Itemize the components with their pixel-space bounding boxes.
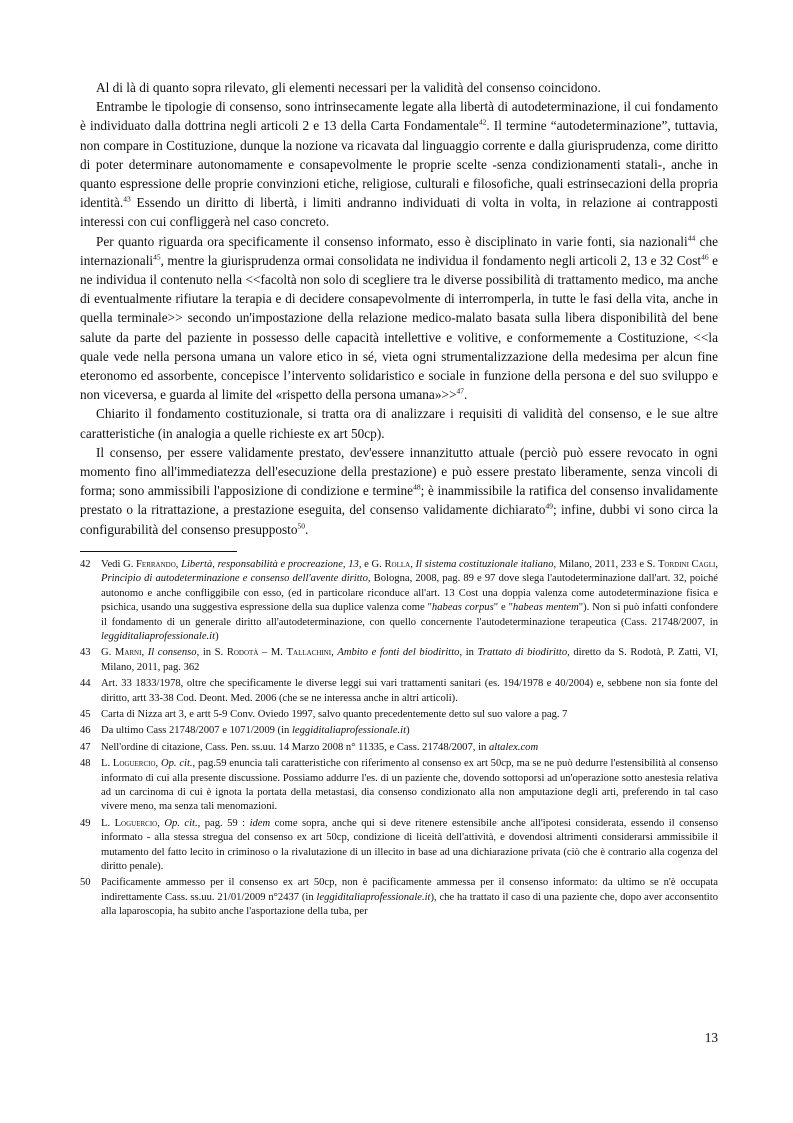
paragraph-2: Entrambe le tipologie di consenso, sono intrinsecamente legate alla libertà di autodeterminazione, il cui fondamento è individuato dalla dottrina negli articoli 2 e 13 della Carta Fondamentale$^{42}$. Il termine “autodeterminazione”, tuttavia, non compare in Costituzione, dunque la nozione va ricavata dal linguaggio corrente e dalla giurisprudenza, come diritto di poter determinare autonomamente e consapevolmente le proprie scelte -senza condizionamenti statali-, anche in quanto espressione delle proprie convinzioni etiche, religiose, culturali e filosofiche, quali estrinsecazioni della propria identità.$^{43}$ Essendo un diritto di libertà, i limiti andranno individuati di volta in volta, in relazione ai contrapposti interessi con cui confliggerà nel caso concreto.: [80, 99, 718, 230]
footnote-number: 47: [80, 741, 91, 753]
paragraph-1: Al di là di quanto sopra rilevato, gli elementi necessari per la validità del consenso coincidono.: [96, 80, 601, 95]
footnote-44: [80, 677, 718, 706]
page-content: [80, 78, 718, 920]
footnote-ref-49[interactable]: 49: [545, 502, 553, 512]
footnote-45: [80, 708, 718, 722]
page-number: 13: [704, 1030, 718, 1045]
footnote-47: [80, 741, 718, 755]
footnote-number: 42: [80, 558, 91, 570]
source-link[interactable]: leggiditaliaprofessionale.it: [101, 630, 216, 642]
footnote-text: Vedi G. Ferrando, Libertà, responsabilità e procreazione, 13, e G. Rolla, Il sistema costituzionale italiano, Milano, 2011, 233 e S. Tordini Cagli, Principio di autodeterminazione e consenso dell'avente diritto, Bologna, 2008, pag. 89 e 97 dove slega l'autodeterminazione dall'art. 32, poiché autonomo e anche confliggibile con esso, (ed in particolare riconduce all'art. 13 Cost una doppia valenza come autodeterminazione fisica e psichica, usando una suggestiva espressione della sua duplice valenza come "habeas corpus" e "habeas mentem"). Non si può infatti confondere il fondamento di un generale diritto all'autodeterminazione, con quello concernente l'autodeterminazione terapeutica (Cass. 21748/2007, in leggiditaliaprofessionale.it): [101, 558, 719, 642]
paragraph-4: Chiarito il fondamento costituzionale, si tratta ora di analizzare i requisiti di validità del consenso, e le sue altre caratteristiche (in analogia a quelle richieste ex art 50cp).: [80, 406, 718, 441]
footnote-number: 49: [80, 817, 91, 829]
footnote-ref-50[interactable]: 50: [297, 521, 306, 531]
footnote-50: [80, 876, 718, 919]
footnote-ref-45[interactable]: 45: [153, 252, 161, 262]
footnote-ref-43[interactable]: 43: [123, 194, 131, 204]
footnote-ref-48[interactable]: 48: [413, 482, 421, 492]
footnote-text: Pacificamente ammesso per il consenso ex art 50cp, non è pacificamente ammessa per il consenso informato: da ultimo se n'è occupata indirettamente Cass. ss.uu. 21/01/2009 n°2437 (in leggiditaliaprofessionale.it), che ha trattato il caso di una paziente che, dopo aver acconsentito alla laparoscopia, ha subito anche l'asportazione della tuba, per: [101, 877, 718, 918]
footnote-text: Art. 33 1833/1978, oltre che specificamente le diverse leggi sui vari trattamenti sanitari (es. 194/1978 e 40/2004) e, sebbene non sia fonte del diritto, artt 33-38 Cod. Deont. Med. 2006 (che se ne interessa anche in altri articoli).: [101, 678, 718, 704]
footnote-text: L. Loguercio, Op. cit., pag. 59 : idem come sopra, anche qui si deve ritenere estensibile anche all'ipotesi considerata, essendo il consenso informato - alla stessa stregua del consenso ex art 50cp, condizione di liceità dell'attività, e dovendosi altrimenti considerarsi ammissibile il mutamento del fatto lecito in criminoso o la rivalutazione di un illecito in base ad una dichiarazione privata (ciò che è contrario alla cogenza del diritto penale).: [101, 817, 718, 872]
footnote-text: Carta di Nizza art 3, e artt 5-9 Conv. Oviedo 1997, salvo quanto precedentemente detto sul suo valore a pag. 7: [101, 708, 568, 720]
source-link[interactable]: altalex.com: [488, 741, 539, 753]
source-link[interactable]: leggiditaliaprofessionale.it: [291, 725, 407, 737]
footnote-text: Da ultimo Cass 21748/2007 e 1071/2009 (in leggiditaliaprofessionale.it): [101, 725, 410, 737]
footnote-ref-47[interactable]: 47: [456, 386, 464, 396]
paragraph-5: Il consenso, per essere validamente prestato, dev'essere innanzitutto attuale (perciò può essere revocato in ogni momento fino all'immediatezza dell'esecuzione della prestazione) e può essere prestato liberamente, senza vincoli di forma; sono ammissibili l'apposizione di condizione e termine$^{48}$; è inammissibile la ratifica del consenso invalidamente prestato o la ritrattazione, a prestazione eseguita, del consenso validamente dichiarato$^{49}$; infine, dubbi vi sono circa la configurabilità del consenso presupposto$^{50}$.: [80, 444, 718, 537]
footnote-number: 46: [80, 725, 91, 737]
footnote-42: [80, 558, 718, 644]
footnote-number: 44: [80, 678, 91, 690]
footnote-number: 48: [80, 758, 91, 770]
footnote-ref-44[interactable]: 44: [687, 233, 696, 243]
footnote-49: [80, 817, 718, 875]
footnote-text: Nell'ordine di citazione, Cass. Pen. ss.uu. 14 Marzo 2008 n° 11335, e Cass. 21748/2007, in altalex.com: [101, 741, 539, 753]
footnote-ref-42[interactable]: 42: [478, 117, 487, 127]
footnote-text: L. Loguercio, Op. cit., pag.59 enuncia tali caratteristiche con riferimento al consenso ex art 50cp, ma se ne può dedurre l'estensibilità al consenso informato di cui alla presente discussione. Possiamo addurre l'es. di un paziente che, dovendo sottoporsi ad un'operazione sotto anestesia relativa ad un carcinoma di cui è ignota la portata della metastasi, dia consenso condizionato alla non amputazione degli arti, preferendo in tal caso vivere meno, ma senza tali menomazioni.: [101, 758, 718, 813]
footnote-number: 43: [80, 647, 91, 659]
footnote-48: [80, 757, 718, 815]
source-link[interactable]: leggiditaliaprofessionale.it: [316, 891, 431, 903]
footnote-separator: [80, 551, 237, 552]
footnote-text: G. Marni, Il consenso, in S. Rodotà – M. Tallachini, Ambito e fonti del biodiritto, in Trattato di biodiritto, diretto da S. Rodotà, P. Zatti, VI, Milano, 2011, pag. 362: [101, 647, 719, 673]
footnote-number: 50: [80, 877, 91, 889]
footnote-number: 45: [80, 708, 91, 720]
paragraph-3: Per quanto riguarda ora specificamente il consenso informato, esso è disciplinato in varie fonti, sia nazionali$^{44}$ che internazionali$^{45}$, mentre la giurisprudenza ormai consolidata ne individua il fondamento negli articoli 2, 13 e 32 Cost$^{46}$ e ne individua il contenuto nella <<facoltà non solo di scegliere tra le diverse possibilità di trattamento medico, ma anche di eventualmente rifiutare la terapia e di decidere consapevolmente di interromperla, in tutte le fasi della vita, anche in quella terminale>> secondo un'impostazione della relazione medico-malato basata sulla libera disponibilità del bene salute da parte del paziente in possesso delle capacità intellettive e volitive, e conformemente a Costituzione, <<la quale vede nella persona umana un valore etico in sé, vieta ogni strumentalizzazione della medesima per alcun fine eteronomo ed assorbente, concepisce l’intervento solidaristico e sociale in funzione della persona e del suo sviluppo e non viceversa, e guarda al limite del «rispetto della persona umana»>>$^{47}$.: [80, 233, 718, 403]
footnote-46: [80, 724, 718, 738]
footnote-ref-46[interactable]: 46: [701, 252, 709, 262]
footnote-43: [80, 646, 718, 675]
